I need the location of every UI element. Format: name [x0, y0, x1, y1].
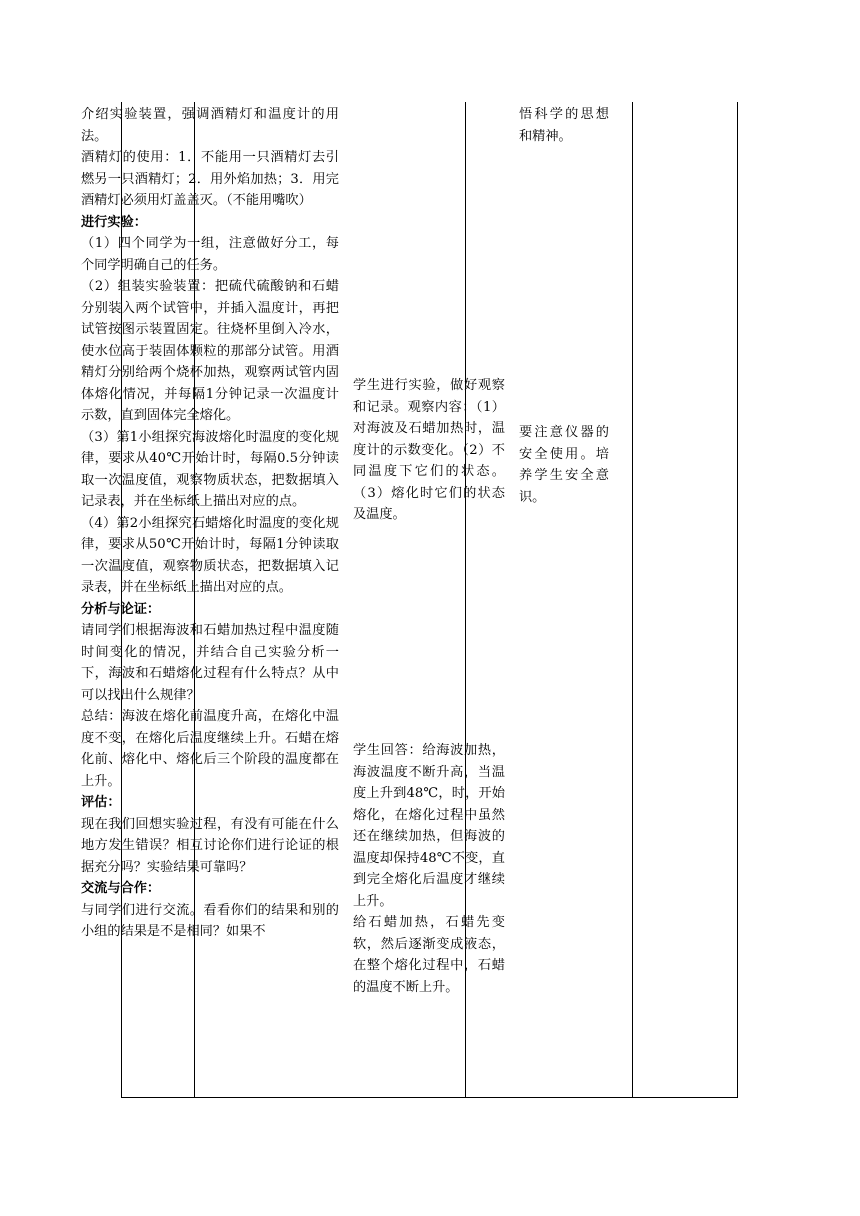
section-heading: 分析与论证： [81, 601, 161, 617]
paragraph: 与同学们进行交流。看看你们的结果和别的小组的结果是不是相同？如果不 [81, 902, 339, 939]
section-heading: 评估： [81, 795, 121, 810]
paragraph: 学生回答：给海波加热，海波温度不断升高，当温度上升到48℃，时，开始熔化，在熔化过程中虽然还在继续加热，但海波的温度却保持48℃不变，直到完全熔化后温度才继续上升。 [353, 743, 505, 909]
paragraph: （2）组装实验装置：把硫代硫酸钠和石蜡分别装入两个试管中，并插入温度计，再把试管按图示装置固定。往烧杯里倒入冷水，使水位高于装固体颗粒的那部分试管。用酒精灯分别给两个烧杯加热，观察两试管内固体熔化情况，并每隔1分钟记录一次温度计示数，直到固体完全熔化。 [81, 279, 339, 423]
design-intent-top [519, 104, 609, 147]
paragraph: 给石蜡加热，石蜡先变软，然后逐渐变成液态，在整个熔化过程中，石蜡的温度不断上升。 [353, 915, 505, 995]
paragraph: 请同学们根据海波和石蜡加热过程中温度随时间变化的情况，并结合自己实验分析一下，海波和石蜡熔化过程有什么特点？从中可以找出什么规律？ [81, 623, 339, 703]
section-heading: 交流与合作： [81, 881, 161, 896]
paragraph: （3）第1小组探究海波熔化时温度的变化规律，要求从40℃开始计时，每隔0.5分钟读取一次温度值，观察物质状态，把数据填入记录表，并在坐标纸上描出对应的点。 [81, 429, 339, 509]
student-activity-answer [353, 740, 505, 998]
teacher-activity-text [81, 104, 339, 943]
paragraph: 学生进行实验，做好观察和记录。观察内容：（1）对海波及石蜡加热时，温度计的示数变化。（2）不同温度下它们的状态。（3）熔化时它们的状态及温度。 [353, 378, 505, 522]
paragraph: 现在我们回想实验过程，有没有可能在什么地方发生错误？相互讨论你们进行论证的根据充分吗？实验结果可靠吗？ [81, 816, 339, 875]
table-column-design-intent [633, 102, 736, 1097]
paragraph: 要注意仪器的安全使用。培养学生安全意识。 [519, 425, 609, 505]
section-heading: 进行实验： [81, 214, 147, 230]
design-intent-safety [519, 422, 609, 508]
paragraph: （1）四个同学为一组，注意做好分工，每个同学明确自己的任务。 [81, 236, 339, 273]
paragraph: （4）第2小组探究石蜡熔化时温度的变化规律，要求从50℃开始计时，每隔1分钟读取一次温度值，观察物质状态，把数据填入记录表，并在坐标纸上描出对应的点。 [81, 515, 339, 595]
paragraph: 悟科学的思想和精神。 [519, 107, 609, 144]
paragraph: 总结：海波在熔化前温度升高，在熔化中温度不变，在熔化后温度继续上升。石蜡在熔化前、熔化中、熔化后三个阶段的温度都在上升。 [81, 709, 339, 789]
student-activity-observe [353, 375, 505, 526]
paragraph: 酒精灯的使用：1．不能用一只酒精灯去引燃另一只酒精灯；2．用外焰加热；3．用完酒精灯必须用灯盖盖灭。（不能用嘴吹） [81, 150, 339, 208]
paragraph: 介绍实验装置，强调酒精灯和温度计的用法。 [81, 107, 339, 144]
